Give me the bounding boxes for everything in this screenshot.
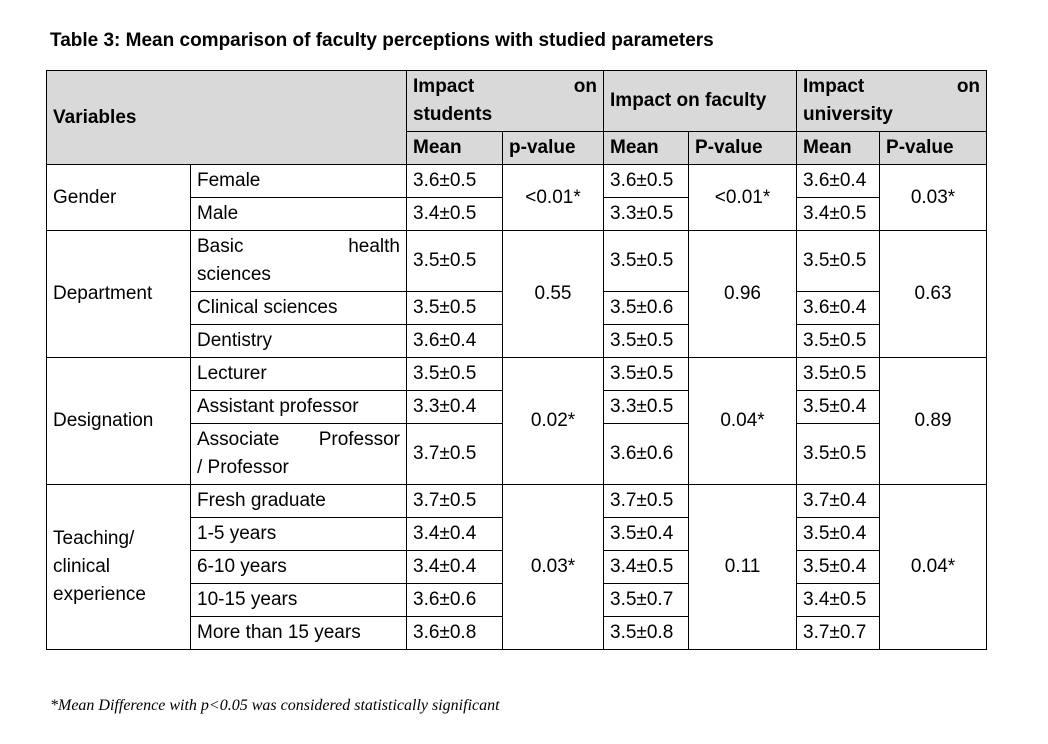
pvalue-cell: 0.03* — [503, 485, 604, 650]
mean-cell: 3.5±0.4 — [604, 518, 689, 551]
table-row — [47, 165, 987, 198]
mean-cell: 3.5±0.8 — [604, 617, 689, 650]
mean-cell: 3.5±0.5 — [797, 231, 880, 292]
row-label: Assistant professor — [191, 391, 407, 424]
row-label: 6-10 years — [191, 551, 407, 584]
mean-cell: 3.5±0.4 — [797, 391, 880, 424]
mean-cell: 3.6±0.8 — [407, 617, 503, 650]
mean-cell: 3.4±0.5 — [797, 584, 880, 617]
row-label: More than 15 years — [191, 617, 407, 650]
mean-cell: 3.7±0.5 — [604, 485, 689, 518]
mean-cell: 3.5±0.5 — [407, 358, 503, 391]
header-pvalue: p-value — [503, 132, 604, 165]
pvalue-cell: 0.63 — [880, 231, 987, 358]
mean-cell: 3.3±0.5 — [604, 391, 689, 424]
table-row — [47, 485, 987, 518]
header-mean: Mean — [604, 132, 689, 165]
row-label: Clinical sciences — [191, 292, 407, 325]
row-label: Basic health sciences — [191, 231, 407, 292]
header-pvalue: P-value — [880, 132, 987, 165]
mean-cell: 3.5±0.5 — [797, 358, 880, 391]
row-label: Female — [191, 165, 407, 198]
mean-cell: 3.7±0.5 — [407, 485, 503, 518]
group-label: Department — [47, 231, 191, 358]
header-impact-university: Impact on university — [797, 71, 987, 132]
pvalue-cell: <0.01* — [503, 165, 604, 231]
row-label: Dentistry — [191, 325, 407, 358]
group-label: Gender — [47, 165, 191, 231]
table-row — [47, 231, 987, 292]
row-label: 1-5 years — [191, 518, 407, 551]
pvalue-cell: 0.03* — [880, 165, 987, 231]
pvalue-cell: 0.04* — [880, 485, 987, 650]
mean-cell: 3.7±0.5 — [407, 424, 503, 485]
mean-cell: 3.5±0.7 — [604, 584, 689, 617]
header-mean: Mean — [407, 132, 503, 165]
mean-cell: 3.3±0.5 — [604, 198, 689, 231]
header-variables: Variables — [47, 71, 407, 165]
results-table — [46, 70, 987, 650]
mean-cell: 3.6±0.4 — [407, 325, 503, 358]
mean-cell: 3.5±0.5 — [604, 231, 689, 292]
row-label: Lecturer — [191, 358, 407, 391]
mean-cell: 3.7±0.4 — [797, 485, 880, 518]
pvalue-cell: 0.55 — [503, 231, 604, 358]
mean-cell: 3.4±0.5 — [407, 198, 503, 231]
pvalue-cell: 0.02* — [503, 358, 604, 485]
mean-cell: 3.5±0.5 — [407, 292, 503, 325]
mean-cell: 3.4±0.4 — [407, 518, 503, 551]
header-row-1 — [47, 71, 987, 132]
row-label: Fresh graduate — [191, 485, 407, 518]
mean-cell: 3.6±0.4 — [797, 165, 880, 198]
mean-cell: 3.6±0.6 — [407, 584, 503, 617]
table-footnote: *Mean Difference with p<0.05 was considered statistically significant — [50, 697, 500, 714]
mean-cell: 3.5±0.5 — [407, 231, 503, 292]
mean-cell: 3.5±0.4 — [797, 551, 880, 584]
mean-cell: 3.5±0.6 — [604, 292, 689, 325]
row-label: Male — [191, 198, 407, 231]
header-impact-students: Impact on students — [407, 71, 604, 132]
row-label: 10-15 years — [191, 584, 407, 617]
mean-cell: 3.5±0.5 — [604, 358, 689, 391]
mean-cell: 3.6±0.5 — [604, 165, 689, 198]
pvalue-cell: 0.11 — [689, 485, 797, 650]
group-label: Designation — [47, 358, 191, 485]
table-title: Table 3: Mean comparison of faculty perceptions with studied parameters — [50, 30, 714, 51]
header-impact-faculty: Impact on faculty — [604, 71, 797, 132]
mean-cell: 3.6±0.4 — [797, 292, 880, 325]
mean-cell: 3.7±0.7 — [797, 617, 880, 650]
mean-cell: 3.4±0.4 — [407, 551, 503, 584]
mean-cell: 3.6±0.6 — [604, 424, 689, 485]
group-label: Teaching/ clinical experience — [47, 485, 191, 650]
mean-cell: 3.5±0.5 — [604, 325, 689, 358]
pvalue-cell: 0.89 — [880, 358, 987, 485]
header-pvalue: P-value — [689, 132, 797, 165]
mean-cell: 3.5±0.5 — [797, 325, 880, 358]
row-label: Associate Professor / Professor — [191, 424, 407, 485]
mean-cell: 3.4±0.5 — [797, 198, 880, 231]
header-mean: Mean — [797, 132, 880, 165]
pvalue-cell: <0.01* — [689, 165, 797, 231]
pvalue-cell: 0.04* — [689, 358, 797, 485]
mean-cell: 3.4±0.5 — [604, 551, 689, 584]
mean-cell: 3.5±0.4 — [797, 518, 880, 551]
pvalue-cell: 0.96 — [689, 231, 797, 358]
table-row — [47, 358, 987, 391]
mean-cell: 3.6±0.5 — [407, 165, 503, 198]
mean-cell: 3.3±0.4 — [407, 391, 503, 424]
mean-cell: 3.5±0.5 — [797, 424, 880, 485]
